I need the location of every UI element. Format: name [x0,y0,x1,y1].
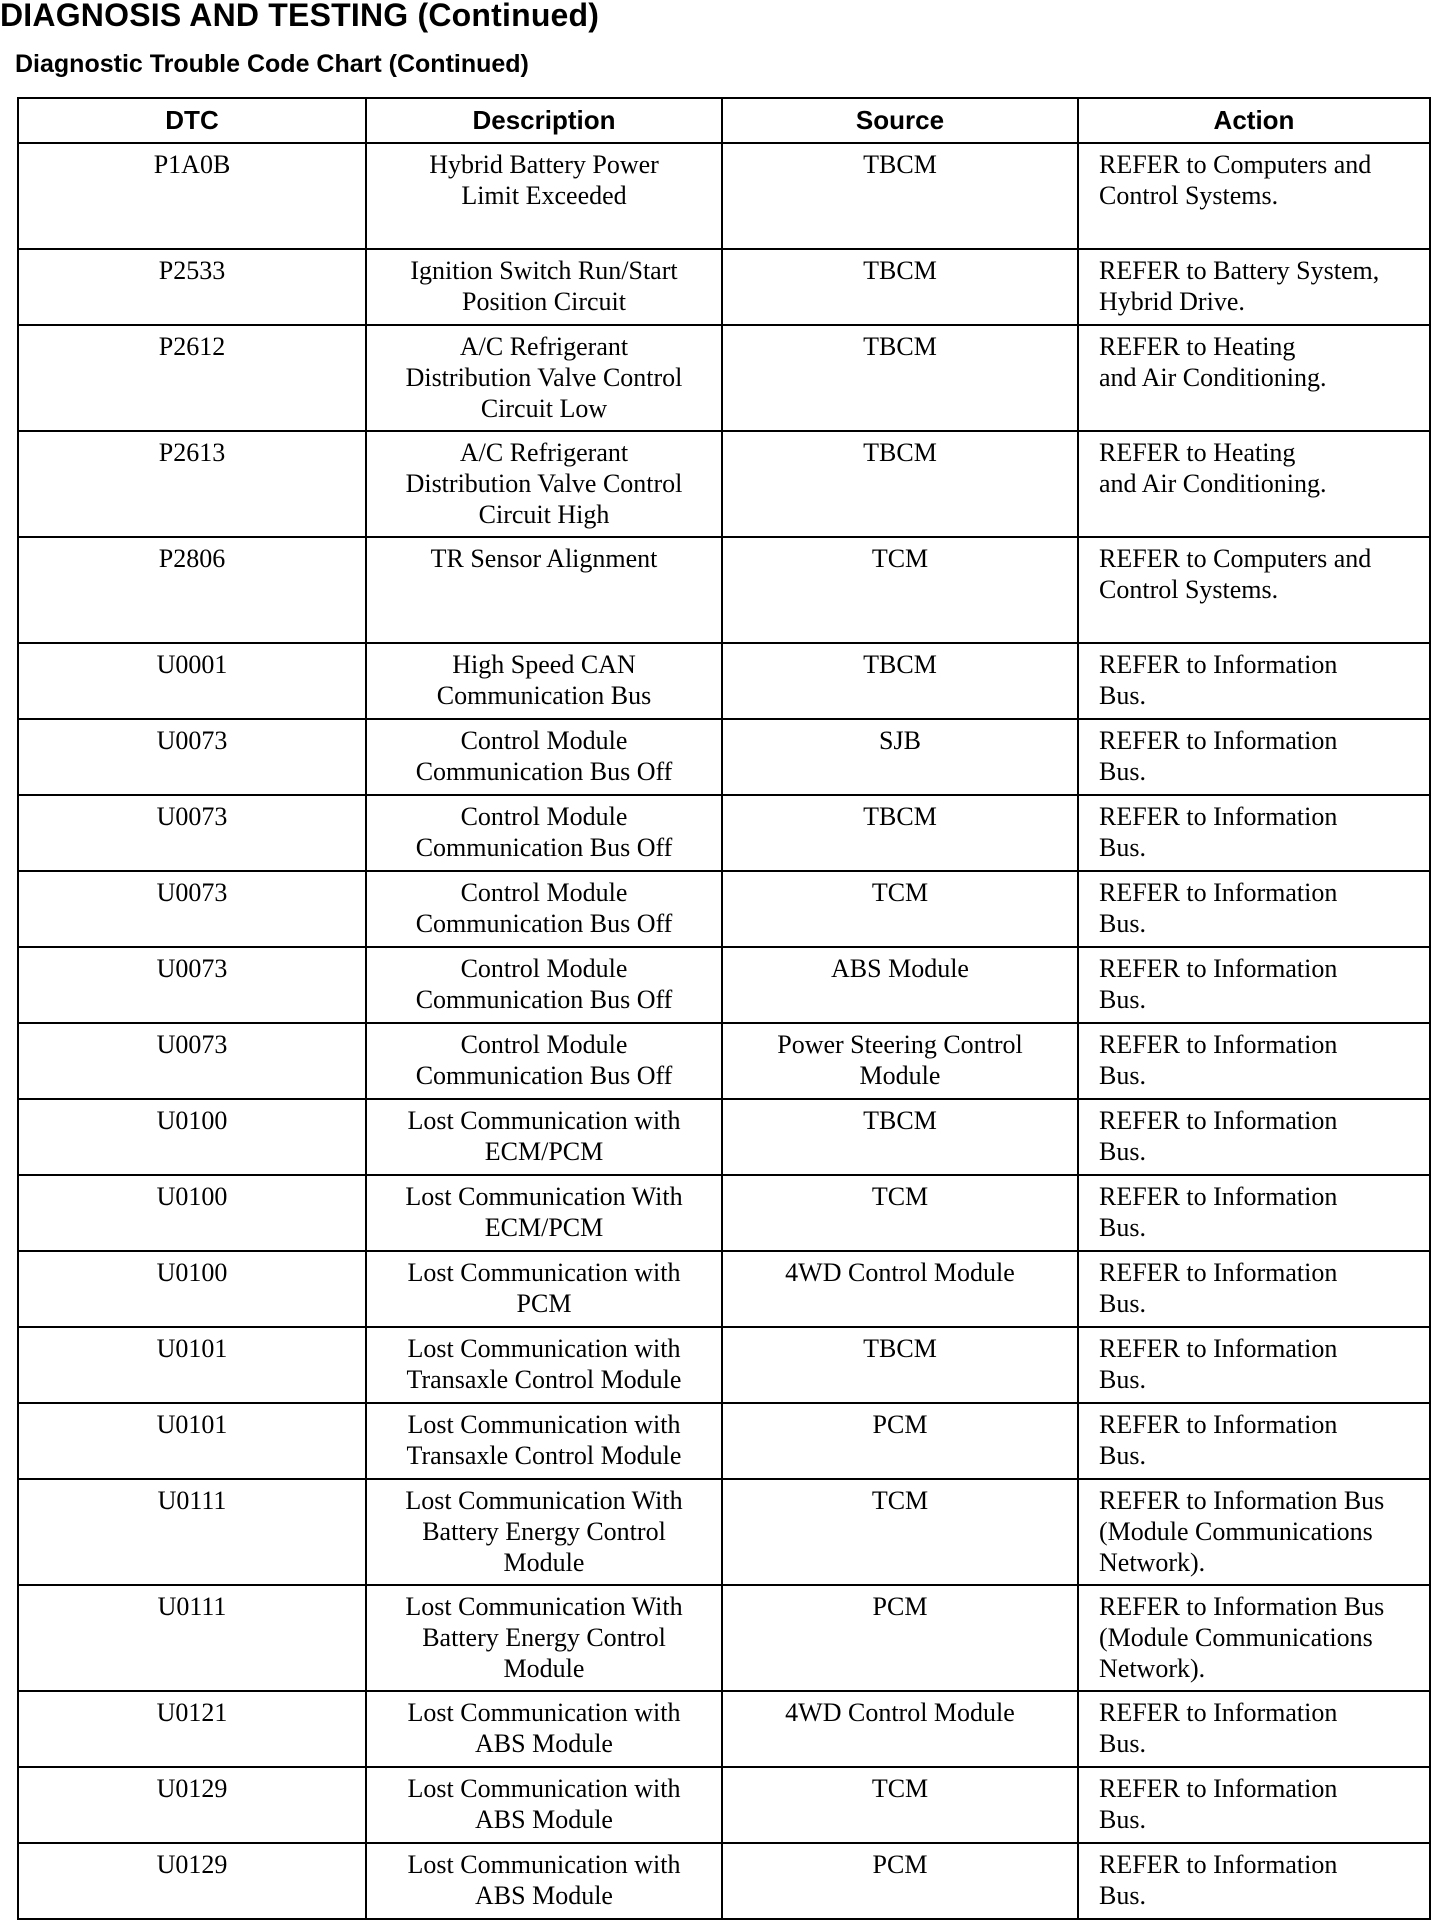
column-header-description: Description [366,98,722,143]
cell-action: REFER to Information Bus. [1078,1023,1430,1099]
cell-description: Lost Communication With ECM/PCM [366,1175,722,1251]
cell-dtc: U0073 [18,947,366,1023]
column-header-action: Action [1078,98,1430,143]
cell-source: ABS Module [722,947,1078,1023]
cell-action: REFER to Information Bus. [1078,1099,1430,1175]
cell-source: 4WD Control Module [722,1251,1078,1327]
cell-action: REFER to Information Bus. [1078,1767,1430,1843]
cell-action: REFER to Information Bus. [1078,1403,1430,1479]
cell-dtc: U0101 [18,1327,366,1403]
cell-dtc: P2533 [18,249,366,325]
cell-description: Lost Communication with ABS Module [366,1691,722,1767]
cell-description: Control Module Communication Bus Off [366,795,722,871]
cell-action: REFER to Heating and Air Conditioning. [1078,325,1430,431]
cell-dtc: U0129 [18,1767,366,1843]
cell-description: Lost Communication with ABS Module [366,1767,722,1843]
cell-description: A/C Refrigerant Distribution Valve Control Circuit Low [366,325,722,431]
cell-action: REFER to Information Bus. [1078,947,1430,1023]
table-row [18,1327,1430,1403]
table-row [18,1023,1430,1099]
table-row [18,719,1430,795]
cell-action: REFER to Information Bus. [1078,1327,1430,1403]
cell-source: TCM [722,871,1078,947]
cell-action: REFER to Information Bus (Module Communications Network). [1078,1479,1430,1585]
table-row [18,1585,1430,1691]
cell-description: Lost Communication with ABS Module [366,1843,722,1919]
cell-dtc: U0001 [18,643,366,719]
cell-description: Lost Communication With Battery Energy Control Module [366,1585,722,1691]
cell-description: Control Module Communication Bus Off [366,719,722,795]
cell-description: Control Module Communication Bus Off [366,871,722,947]
table-row [18,143,1430,249]
cell-action: REFER to Information Bus. [1078,719,1430,795]
cell-source: TCM [722,1175,1078,1251]
cell-dtc: U0111 [18,1479,366,1585]
cell-source: TBCM [722,795,1078,871]
table-row [18,1479,1430,1585]
column-header-dtc: DTC [18,98,366,143]
cell-dtc: U0111 [18,1585,366,1691]
cell-action: REFER to Battery System, Hybrid Drive. [1078,249,1430,325]
cell-description: Lost Communication with ECM/PCM [366,1099,722,1175]
table-row [18,1843,1430,1919]
cell-description: Lost Communication With Battery Energy Control Module [366,1479,722,1585]
cell-description: TR Sensor Alignment [366,537,722,643]
cell-source: PCM [722,1585,1078,1691]
cell-source: PCM [722,1843,1078,1919]
table-row [18,871,1430,947]
cell-source: TCM [722,537,1078,643]
table-row [18,1691,1430,1767]
table-row [18,1767,1430,1843]
cell-dtc: U0100 [18,1099,366,1175]
cell-dtc: P1A0B [18,143,366,249]
cell-dtc: U0129 [18,1843,366,1919]
cell-source: SJB [722,719,1078,795]
dtc-table [17,97,1431,1920]
cell-source: TCM [722,1767,1078,1843]
cell-dtc: U0073 [18,795,366,871]
cell-dtc: P2612 [18,325,366,431]
cell-dtc: P2613 [18,431,366,537]
cell-dtc: U0100 [18,1175,366,1251]
cell-dtc: U0121 [18,1691,366,1767]
cell-source: TCM [722,1479,1078,1585]
cell-source: Power Steering Control Module [722,1023,1078,1099]
cell-action: REFER to Information Bus. [1078,795,1430,871]
cell-dtc: U0100 [18,1251,366,1327]
cell-description: Control Module Communication Bus Off [366,1023,722,1099]
cell-action: REFER to Information Bus (Module Communications Network). [1078,1585,1430,1691]
cell-description: Ignition Switch Run/Start Position Circuit [366,249,722,325]
cell-description: Lost Communication with Transaxle Control Module [366,1327,722,1403]
cell-action: REFER to Information Bus. [1078,1691,1430,1767]
table-body [18,143,1430,1919]
cell-action: REFER to Computers and Control Systems. [1078,143,1430,249]
cell-description: Hybrid Battery Power Limit Exceeded [366,143,722,249]
cell-action: REFER to Information Bus. [1078,643,1430,719]
cell-action: REFER to Information Bus. [1078,871,1430,947]
cell-source: TBCM [722,325,1078,431]
cell-action: REFER to Heating and Air Conditioning. [1078,431,1430,537]
cell-action: REFER to Information Bus. [1078,1175,1430,1251]
cell-action: REFER to Computers and Control Systems. [1078,537,1430,643]
cell-source: TBCM [722,1327,1078,1403]
table-row [18,249,1430,325]
cell-description: Control Module Communication Bus Off [366,947,722,1023]
cell-dtc: U0101 [18,1403,366,1479]
table-row [18,537,1430,643]
table-row [18,947,1430,1023]
cell-description: Lost Communication with PCM [366,1251,722,1327]
cell-description: Lost Communication with Transaxle Control Module [366,1403,722,1479]
cell-dtc: U0073 [18,871,366,947]
column-header-source: Source [722,98,1078,143]
cell-source: TBCM [722,431,1078,537]
cell-dtc: U0073 [18,719,366,795]
cell-source: 4WD Control Module [722,1691,1078,1767]
cell-dtc: U0073 [18,1023,366,1099]
chart-title: Diagnostic Trouble Code Chart (Continued) [15,50,529,78]
section-heading: DIAGNOSIS AND TESTING (Continued) [0,0,600,33]
cell-action: REFER to Information Bus. [1078,1251,1430,1327]
table-row [18,431,1430,537]
cell-description: High Speed CAN Communication Bus [366,643,722,719]
table-row [18,795,1430,871]
cell-source: TBCM [722,143,1078,249]
cell-source: PCM [722,1403,1078,1479]
cell-source: TBCM [722,249,1078,325]
cell-dtc: P2806 [18,537,366,643]
table-header-row [18,98,1430,143]
table-row [18,1099,1430,1175]
table-row [18,1251,1430,1327]
cell-description: A/C Refrigerant Distribution Valve Control Circuit High [366,431,722,537]
table-row [18,1175,1430,1251]
cell-source: TBCM [722,1099,1078,1175]
table-row [18,1403,1430,1479]
cell-action: REFER to Information Bus. [1078,1843,1430,1919]
cell-source: TBCM [722,643,1078,719]
table-row [18,643,1430,719]
table-row [18,325,1430,431]
